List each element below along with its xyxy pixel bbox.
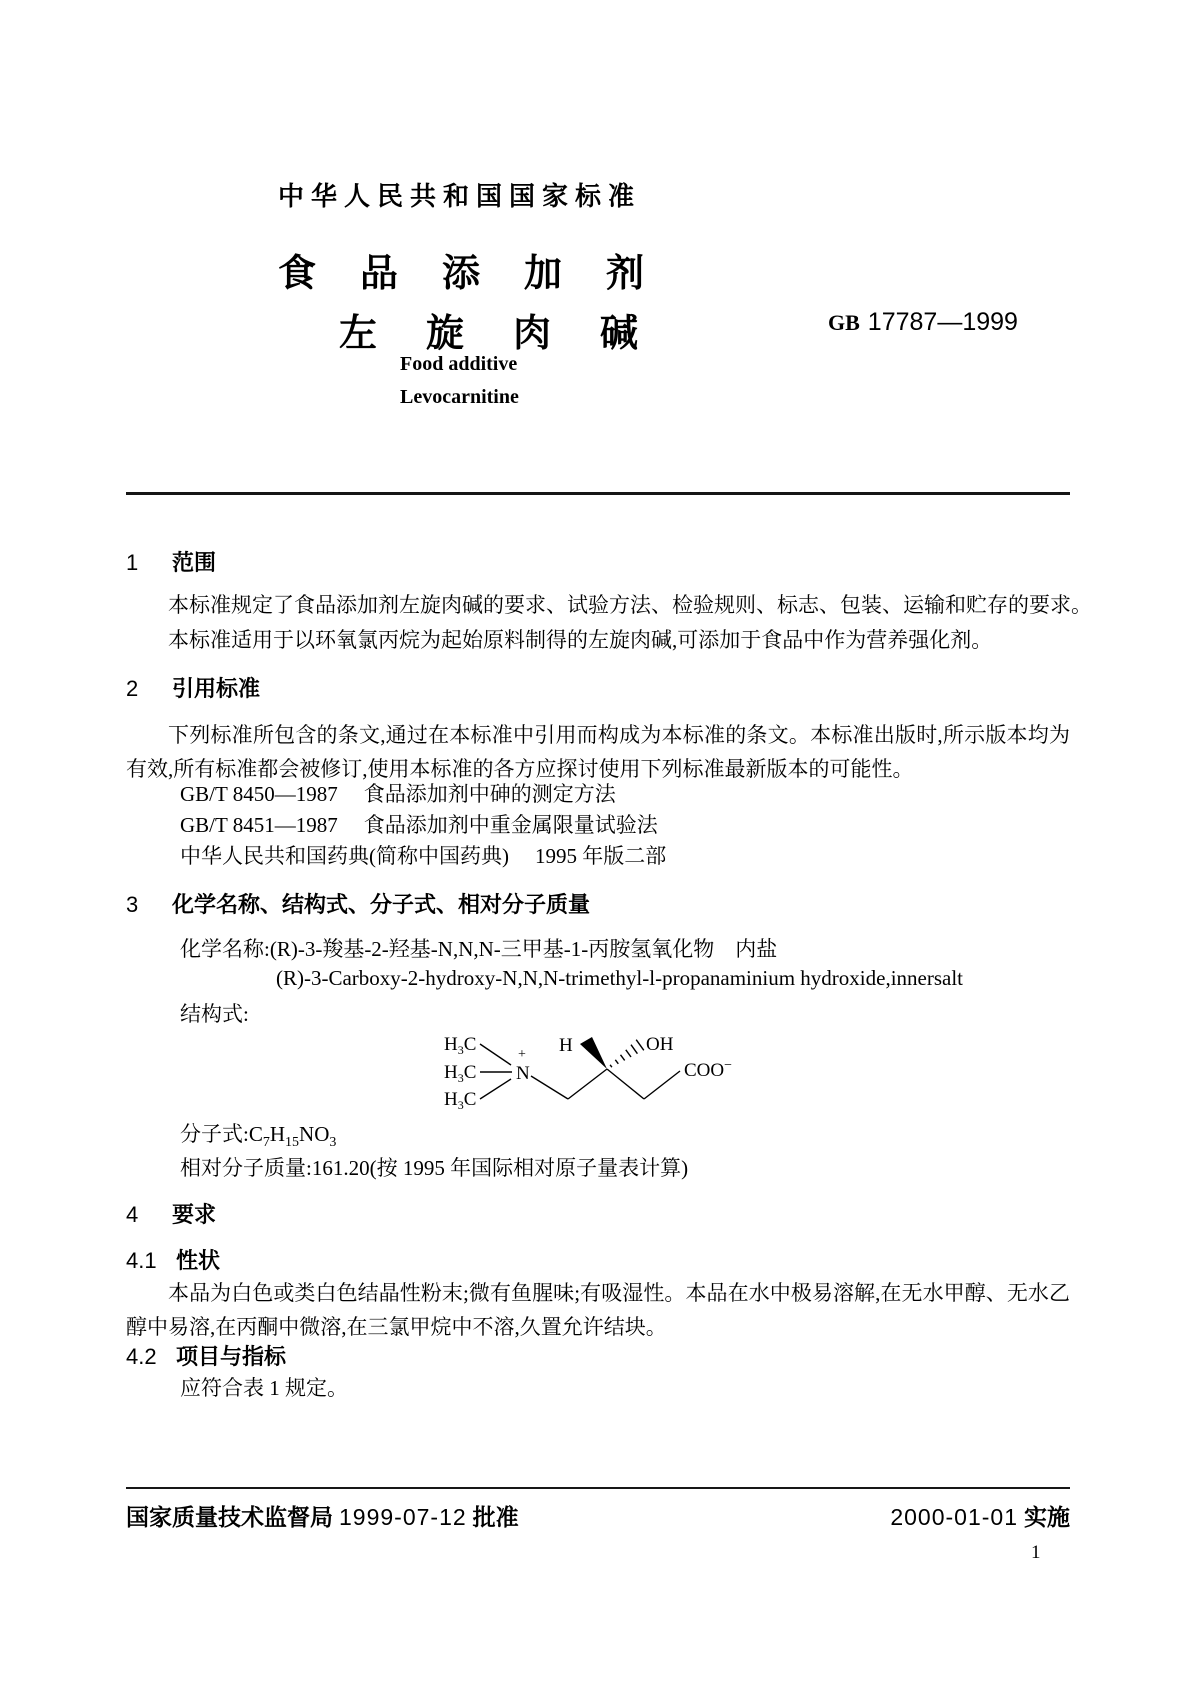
page-content [126,0,1092,1684]
structure-label: 结构式: [180,1002,249,1026]
approval-org: 国家质量技术监督局 [126,1504,333,1530]
section-3-number: 3 [126,892,139,917]
formula-subscript: 3 [329,1135,337,1151]
footer-divider-rule [126,1487,1070,1489]
formula-part: H [269,1122,286,1146]
molecular-formula-line [126,1118,1070,1151]
reference-code: GB/T 8451—1987 [180,813,338,837]
molecular-weight-line: 相对分子质量:161.20(按 1995 年国际相对原子量表计算) [180,1156,689,1180]
section-4-2-paragraph: 应符合表 1 规定。 [180,1376,348,1400]
paragraph: 本标准适用于以环氧氯丙烷为起始原料制得的左旋肉碱,可添加于食品中作为营养强化剂。 [168,628,993,652]
svg-text:H3C: $H_3C$ [444,1089,477,1112]
formula-part: NO [299,1122,330,1146]
document-title-line1: 食品添加剂 [278,253,689,295]
implementation-statement [890,1499,1070,1532]
levocarnitine-structure-drawing [430,1026,750,1118]
section-3-title: 化学名称、结构式、分子式、相对分子质量 [172,892,591,917]
formula-part: C [248,1122,263,1146]
svg-text:H3C: $H_3C$ [444,1034,477,1057]
reference-item [180,810,1070,841]
page-number: 1 [1031,1542,1041,1563]
svg-text:H3C: $H_3C$ [444,1062,477,1085]
section-1-body [126,588,1092,658]
chemical-name-en: (R)-3-Carboxy-2-hydroxy-N,N,N-trimethyl-l-propanaminium hydroxide,innersalt [276,966,964,990]
chemical-name-cn: 化学名称:(R)-3-羧基-2-羟基-N,N,N-三甲基-1-丙胺氢氧化物 内盐 [180,937,778,961]
english-title-line1: Food additive [400,353,518,375]
english-title-line2: Levocarnitine [400,386,519,408]
approval-statement [126,1499,519,1532]
wedge-bond [580,1037,607,1069]
formula-subscript: 15 [285,1135,300,1151]
section-2-heading [126,672,1070,703]
header-divider-rule [126,492,1070,495]
approval-date: 1999-07-12 [339,1504,467,1530]
section-4-1-heading [126,1244,1070,1275]
hydroxyl-label: OH [646,1034,674,1055]
reference-title: 食品添加剂中重金属限量试验法 [363,813,658,837]
footer [126,1499,1070,1532]
section-4-number: 4 [126,1202,139,1227]
section-1-heading [126,546,1070,577]
reference-code: 中华人民共和国药典(简称中国药典) [180,844,509,868]
section-4-2-heading [126,1340,1070,1371]
positive-charge-label: + [518,1047,526,1062]
section-2-number: 2 [126,676,139,701]
nitrogen-label: N [516,1063,530,1084]
section-3-heading [126,888,1070,919]
section-4-2-title: 项目与指标 [176,1344,287,1369]
implementation-date: 2000-01-01 [890,1504,1018,1530]
reference-code: GB/T 8450—1987 [180,782,338,806]
section-4-1-paragraph: 本品为白色或类白色结晶性粉末;微有鱼腥味;有吸湿性。本品在水中极易溶解,在无水甲醇、无水乙醇中易溶,在丙酮中微溶,在三氯甲烷中不溶,久置允许结块。 [126,1281,1070,1339]
structural-formula-diagram [430,1026,750,1123]
hashed-bond [610,1040,644,1068]
implementation-label: 实施 [1024,1504,1070,1530]
section-1-title: 范围 [172,550,217,575]
methyl-group-labels [444,1034,476,1112]
carboxylate-label: COO− [684,1058,733,1081]
section-2-paragraph: 下列标准所包含的条文,通过在本标准中引用而构成为本标准的条文。本标准出版时,所示版本均为有效,所有标准都会被修订,使用本标准的各方应探讨使用下列标准最新版本的可能性。 [126,723,1070,781]
formula-label: 分子式: [180,1122,249,1146]
section-4-2-number: 4.2 [126,1344,157,1369]
section-4-heading [126,1198,1070,1229]
reference-item [180,779,1070,810]
standard-code [828,308,1018,337]
national-standard-label: 中华人民共和国国家标准 [278,181,642,211]
section-4-1-title: 性状 [176,1248,221,1273]
section-4-title: 要求 [172,1202,217,1227]
section-2-title: 引用标准 [172,676,261,701]
section-1-number: 1 [126,550,139,575]
hydrogen-label: H [559,1035,573,1056]
standard-code-prefix: GB [828,310,860,335]
standard-code-number: 17787—1999 [867,308,1018,336]
document-title-line2: 左旋肉碱 [339,313,688,355]
reference-list [126,779,1070,872]
section-4-1-number: 4.1 [126,1248,157,1273]
paragraph: 本标准规定了食品添加剂左旋肉碱的要求、试验方法、检验规则、标志、包装、运输和贮存的要求。 [168,593,1092,617]
reference-title: 1995 年版二部 [535,844,667,868]
reference-item [180,841,1070,872]
approval-label: 批准 [472,1504,519,1530]
reference-title: 食品添加剂中砷的测定方法 [363,782,616,806]
formula-subscript: 7 [262,1135,270,1151]
